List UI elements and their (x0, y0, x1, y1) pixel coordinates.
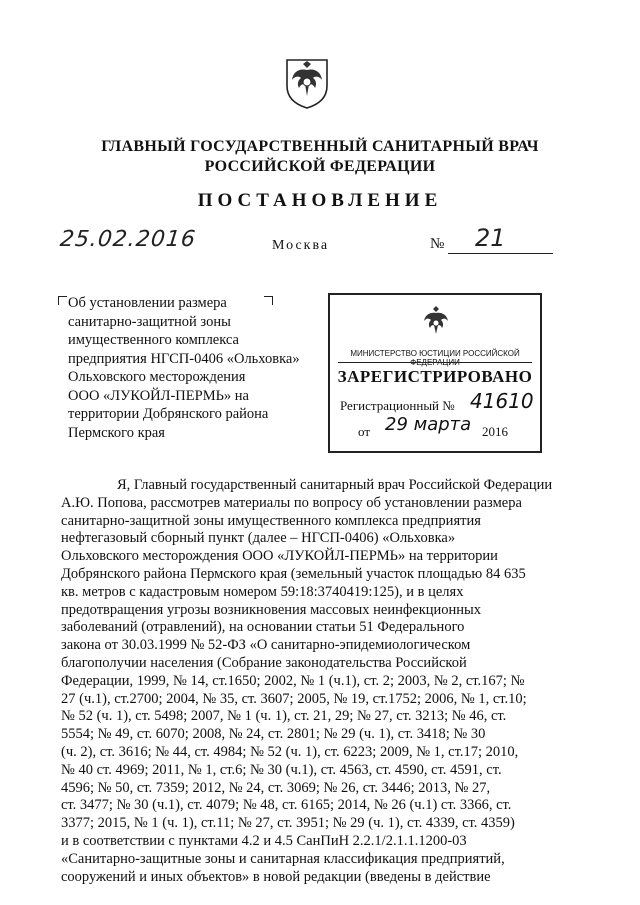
body-line: кв. метров с кадастровым номером 59:18:3740419:125), и в целях (61, 583, 464, 600)
document-subject (68, 294, 308, 442)
body-line: ст. 3477; № 30 (ч.1), ст. 4079; № 48, ст. 6165; 2014, № 26 (ч.1) ст. 3366, ст. (61, 797, 512, 814)
number-sign: № (430, 236, 445, 252)
body-line: заболеваний (отравлений), на основании статьи 51 Федерального (61, 619, 465, 636)
body-line: Добрянского района Пермского края (земельный участок площадью 84 635 (61, 565, 526, 582)
issuer-title-line2: РОССИЙСКОЙ ФЕДЕРАЦИИ (204, 158, 436, 175)
body-line: и в соответствии с пунктами 4.2 и 4.5 СанПиН 2.2.1/2.1.1.1200-03 (61, 832, 467, 849)
handwritten-date: 25.02.2016 (58, 227, 198, 252)
body-line: № 40 ст. 4969; 2011, № 1, ст.6; № 30 (ч.1), ст. 4563, ст. 4590, ст. 4591, ст. (61, 761, 502, 778)
stamp-divider (338, 362, 532, 363)
body-line: 3377; 2015, № 1 (ч. 1), ст.11; № 27, ст. 3951; № 29 (ч. 1), ст. 4339, ст. 4359) (61, 815, 515, 832)
issuer-title-line1: ГЛАВНЫЙ ГОСУДАРСТВЕННЫЙ САНИТАРНЫЙ ВРАЧ (101, 138, 539, 155)
body-line: Федерации, 1999, № 14, ст.1650; 2002, № 1 (ч.1), ст. 2; 2003, № 2, ст.167; № (61, 672, 525, 689)
registration-stamp (328, 293, 542, 453)
stamp-date-prefix: от (358, 424, 371, 439)
body-line: (ч. 2), ст. 3616; № 44, ст. 4984; № 52 (ч. 1), ст. 6223; 2009, № 1, ст.17; 2010, (61, 743, 519, 760)
stamp-ministry-name: МИНИСТЕРСТВО ЮСТИЦИИ РОССИЙСКОЙ ФЕДЕРАЦИИ (350, 349, 520, 367)
body-line: № 52 (ч. 1), ст. 5498; 2007, № 1 (ч. 1), ст. 21, 29; № 27, ст. 3213; № 46, ст. (61, 708, 507, 725)
body-line: Ольховского месторождения ООО «ЛУКОЙЛ-ПЕРМЬ» на территории (61, 548, 498, 565)
subject-line: Ольховского месторождения (68, 369, 246, 385)
subject-line: предприятия НГСП-0406 «Ольховка» (68, 350, 300, 367)
number-underline (448, 253, 553, 254)
subject-bracket-left (58, 296, 67, 305)
handwritten-document-number: 21 (475, 224, 506, 252)
body-line: закона от 30.03.1999 № 52-ФЗ «О санитарно-эпидемиологическом (61, 637, 471, 654)
coat-of-arms-emblem (281, 54, 333, 110)
subject-line: имущественного комплекса (68, 332, 239, 348)
stamp-reg-number-label: Регистрационный № (340, 398, 455, 413)
body-line: 27 (ч.1), ст.2700; 2004, № 35, ст. 3607; 2005, № 19, ст.1752; 2006, № 1, ст.10; (61, 690, 527, 707)
body-line: А.Ю. Попова, рассмотрев материалы по вопросу об установлении размера (61, 494, 522, 511)
document-type-title: ПОСТАНОВЛЕНИЕ (197, 190, 443, 211)
subject-line: Пермского края (68, 424, 165, 441)
subject-line: Об установлении размера (68, 295, 227, 311)
body-line: нефтегазовый сборный пункт (далее – НГСП-0406) «Ольховка» (61, 530, 456, 547)
stamp-year: 2016 (482, 424, 508, 439)
body-line: 5554; № 49, ст. 6070; 2008, № 24, ст. 2801; № 29 (ч. 1), ст. 3418; № 30 (61, 726, 486, 743)
body-line: 4596; № 50, ст. 7359; 2012, № 24, ст. 3069; № 26, ст. 3446; 2013, № 27, (61, 779, 491, 796)
stamp-date-value: 29 марта (385, 414, 472, 435)
stamp-registered-label: ЗАРЕГИСТРИРОВАНО (337, 367, 533, 386)
body-line: благополучии населения (Собрание законодательства Российской (61, 654, 467, 671)
subject-line: ООО «ЛУКОЙЛ-ПЕРМЬ» на (68, 387, 249, 404)
subject-line: санитарно-защитной зоны (68, 313, 231, 330)
document-body (61, 477, 555, 886)
body-line: Я, Главный государственный санитарный врач Российской Федерации (117, 477, 553, 493)
stamp-emblem-icon (417, 304, 455, 342)
body-line: санитарно-защитной зоны имущественного комплекса предприятия (61, 512, 481, 529)
stamp-reg-number: 41610 (470, 389, 534, 413)
body-line: «Санитарно-защитные зоны и санитарная классификация предприятий, (61, 850, 505, 867)
body-line: предотвращения угрозы возникновения массовых неинфекционных (61, 601, 482, 618)
body-line: сооружений и иных объектов» в новой редакции (введены в действие (61, 868, 491, 885)
city-label: Москва (272, 238, 330, 253)
subject-line: территории Добрянского района (68, 406, 269, 422)
